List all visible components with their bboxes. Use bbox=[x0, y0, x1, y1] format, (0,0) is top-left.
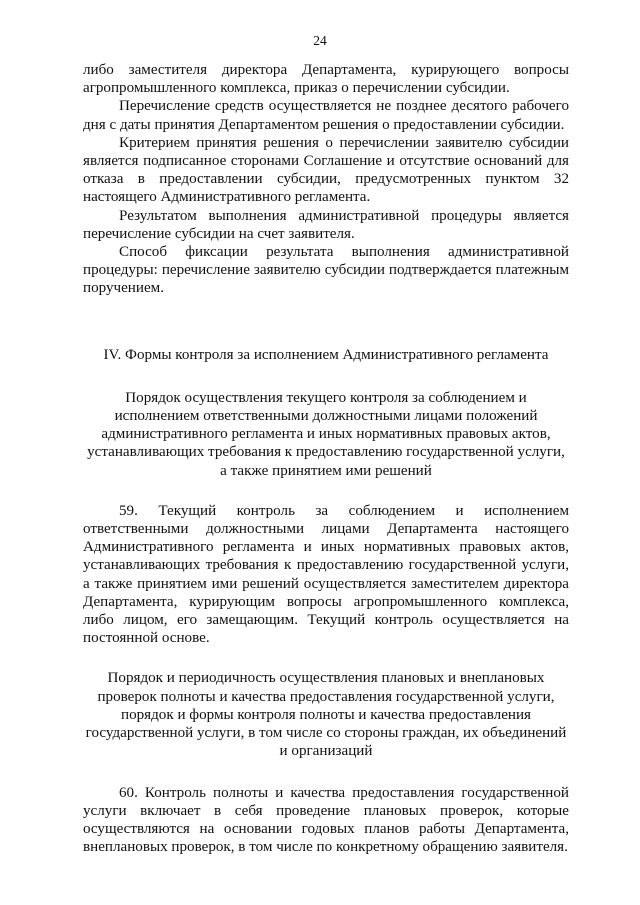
subsection-title-line: исполнением ответственными должностными лицами положений bbox=[114, 408, 538, 425]
subsection-title-line: Порядок и периодичность осуществления плановых и внеплановых bbox=[107, 670, 545, 687]
subsection-title-line: административного регламента и иных нормативных правовых актов, bbox=[101, 426, 551, 443]
paragraph-decision-criterion: Критерием принятия решения о перечислении заявителю субсидии является подписанное сторонами Соглашение и отсутствие оснований для отказа в предоставлении субсидии, предусмотренных пунктом 32 настоящего Административного регламента. bbox=[83, 134, 569, 206]
document-body bbox=[83, 61, 569, 856]
paragraph-transfer-deadline: Перечисление средств осуществляется не позднее десятого рабочего дня с даты принятия Департаментом решения о предоставлении субсидии. bbox=[83, 98, 569, 133]
subsection-title-line: устанавливающих требования к предоставлению государственной услуги, bbox=[87, 444, 565, 461]
paragraph-continuation: либо заместителя директора Департамента, курирующего вопросы агропромышленного комплекса, приказ о перечислении субсидии. bbox=[83, 62, 569, 97]
paragraph-59: 59. Текущий контроль за соблюдением и исполнением ответственными должностными лицами Департамента настоящего Административного регламента и иных нормативных правовых актов, устанавливающих требования к предоставлению государственной услуги, а также принятием ими решений осуществляется заместителем директора Департамента, курирующим вопросы агропромышленного комплекса, либо лицом, его замещающим. Текущий контроль осуществляется на постоянной основе. bbox=[83, 502, 569, 647]
subsection-title-line: а также принятием ими решений bbox=[220, 462, 432, 479]
section-title: IV. Формы контроля за исполнением Административного регламента bbox=[103, 346, 549, 363]
subsection-title-line: проверок полноты и качества предоставления государственной услуги, bbox=[97, 688, 555, 705]
paragraph-fixation-method: Способ фиксации результата выполнения административной процедуры: перечисление заявителю субсидии подтверждается платежным поручением. bbox=[83, 244, 569, 297]
subsection-title-current-control bbox=[83, 389, 569, 480]
subsection-title-inspections bbox=[83, 669, 569, 760]
paragraph-60: 60. Контроль полноты и качества предоставления государственной услуги включает в себя проведение плановых проверок, которые осуществляются на основании годовых планов работы Департамента, внеплановых проверок, в том числе по конкретному обращению заявителя. bbox=[83, 784, 569, 856]
subsection-title-line: Порядок осуществления текущего контроля за соблюдением и bbox=[125, 389, 527, 406]
subsection-title-line: государственной услуги, в том числе со стороны граждан, их объединений bbox=[85, 725, 567, 742]
subsection-title-line: порядок и формы контроля полноты и качества предоставления bbox=[121, 706, 531, 723]
subsection-title-line: и организаций bbox=[279, 743, 373, 760]
paragraph-procedure-result: Результатом выполнения административной процедуры является перечисление субсидии на счет заявителя. bbox=[83, 207, 569, 242]
page-number: 24 bbox=[313, 33, 327, 48]
